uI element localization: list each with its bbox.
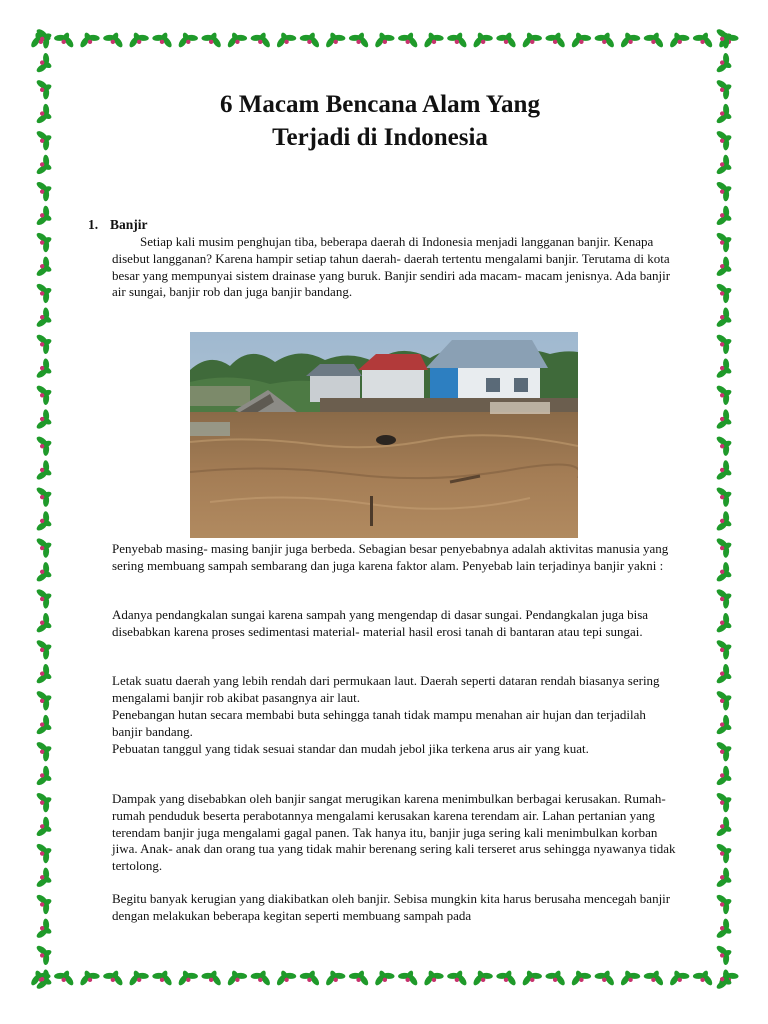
holly-sprig-icon: [34, 458, 56, 485]
page-title: [140, 88, 620, 154]
holly-sprig-icon: [101, 966, 128, 988]
holly-sprig-icon: [34, 407, 56, 434]
holly-sprig-icon: [34, 305, 56, 332]
holly-sprig-icon: [665, 966, 692, 988]
holly-sprig-icon: [567, 966, 594, 988]
holly-sprig-icon: [641, 966, 668, 988]
holly-sprig-icon: [34, 584, 56, 611]
holly-sprig-icon: [714, 75, 736, 102]
holly-sprig-icon: [199, 966, 226, 988]
holly-sprig-icon: [517, 966, 544, 988]
holly-sprig-icon: [34, 686, 56, 713]
holly-sprig-icon: [34, 101, 56, 128]
holly-sprig-icon: [34, 763, 56, 790]
holly-sprig-icon: [714, 305, 736, 332]
holly-sprig-icon: [199, 28, 226, 50]
holly-sprig-icon: [34, 712, 56, 739]
holly-sprig-icon: [543, 28, 570, 50]
holly-sprig-icon: [714, 941, 736, 968]
holly-sprig-icon: [173, 28, 200, 50]
holly-sprig-icon: [714, 890, 736, 917]
holly-sprig-icon: [272, 966, 299, 988]
holly-sprig-icon: [34, 152, 56, 179]
holly-sprig-icon: [34, 228, 56, 255]
holly-sprig-icon: [34, 967, 56, 994]
holly-sprig-icon: [34, 635, 56, 662]
holly-sprig-icon: [616, 28, 643, 50]
holly-sprig-icon: [419, 966, 446, 988]
holly-sprig-icon: [714, 152, 736, 179]
holly-sprig-icon: [714, 533, 736, 560]
holly-sprig-icon: [714, 203, 736, 230]
holly-sprig-icon: [714, 560, 736, 587]
holly-sprig-icon: [34, 75, 56, 102]
holly-sprig-icon: [297, 966, 324, 988]
holly-sprig-icon: [714, 814, 736, 841]
paragraph-prevention: Begitu banyak kerugian yang diakibatkan oleh banjir. Sebisa mungkin kita harus berusaha mencegah banjir dengan melakukan beberapa kegitan seperti membuang sampah pada: [112, 891, 671, 923]
holly-sprig-icon: [714, 584, 736, 611]
holly-sprig-icon: [34, 865, 56, 892]
holly-sprig-icon: [34, 254, 56, 281]
holly-sprig-icon: [34, 941, 56, 968]
holly-sprig-icon: [34, 788, 56, 815]
holly-sprig-icon: [714, 635, 736, 662]
holly-sprig-icon: [248, 28, 275, 50]
holly-sprig-icon: [714, 611, 736, 638]
holly-sprig-icon: [468, 28, 495, 50]
paragraph-cause-2: Letak suatu daerah yang lebih rendah dari permukaan laut. Daerah seperti dataran rendah biasanya sering mengalami banjir rob akibat pasangnya air laut.: [112, 673, 660, 705]
holly-sprig-icon: [714, 662, 736, 689]
holly-sprig-icon: [714, 431, 736, 458]
holly-sprig-icon: [543, 966, 570, 988]
holly-sprig-icon: [396, 28, 423, 50]
holly-sprig-icon: [272, 28, 299, 50]
holly-sprig-icon: [714, 101, 736, 128]
holly-sprig-icon: [714, 916, 736, 943]
holly-sprig-icon: [494, 966, 521, 988]
holly-sprig-icon: [124, 28, 151, 50]
title-line-2: Terjadi di Indonesia: [272, 124, 488, 151]
holly-sprig-icon: [34, 611, 56, 638]
holly-sprig-icon: [616, 966, 643, 988]
holly-sprig-icon: [34, 662, 56, 689]
paragraph-cause-4: Pebuatan tanggul yang tidak sesuai standar dan mudah jebol jika terkena arus air yang kuat.: [112, 741, 589, 756]
holly-sprig-icon: [468, 966, 495, 988]
holly-sprig-icon: [150, 28, 177, 50]
holly-sprig-icon: [34, 126, 56, 153]
holly-sprig-icon: [714, 482, 736, 509]
holly-sprig-icon: [34, 279, 56, 306]
holly-sprig-icon: [370, 28, 397, 50]
holly-sprig-icon: [34, 737, 56, 764]
holly-sprig-icon: [34, 24, 56, 51]
holly-sprig-icon: [101, 28, 128, 50]
holly-sprig-icon: [714, 50, 736, 77]
holly-sprig-icon: [34, 380, 56, 407]
holly-sprig-icon: [714, 763, 736, 790]
section-title: Banjir: [110, 217, 148, 232]
holly-sprig-icon: [714, 788, 736, 815]
holly-sprig-icon: [714, 380, 736, 407]
holly-border-top: [28, 24, 740, 56]
section-number: 1.: [88, 217, 99, 232]
holly-sprig-icon: [714, 228, 736, 255]
holly-sprig-icon: [223, 28, 250, 50]
holly-sprig-icon: [714, 126, 736, 153]
paragraph-causes-intro: Penyebab masing- masing banjir juga berbeda. Sebagian besar penyebabnya adalah aktivitas manusia yang sering membuang sampah sembarang dan juga karena faktor alam. Penyebab lain terjadinya banjir yakni :: [112, 541, 669, 573]
holly-sprig-icon: [445, 966, 472, 988]
holly-sprig-icon: [321, 966, 348, 988]
holly-sprig-icon: [34, 177, 56, 204]
holly-sprig-icon: [34, 509, 56, 536]
paragraph-intro: Setiap kali musim penghujan tiba, beberapa daerah di Indonesia menjadi langganan banjir. Kenapa disebut langganan? Karena hampir setiap tahun daerah- daerah tertentu mengalami banjir. Terutama di kota besar yang mempunyai sistem drainase yang buruk. Banjir sendiri ada macam- macam jenisnya. Ada banjir air sungai, banjir rob dan juga banjir bandang.: [112, 234, 671, 300]
holly-sprig-icon: [517, 28, 544, 50]
holly-sprig-icon: [445, 28, 472, 50]
holly-sprig-icon: [714, 865, 736, 892]
holly-sprig-icon: [34, 50, 56, 77]
holly-sprig-icon: [419, 28, 446, 50]
holly-sprig-icon: [641, 28, 668, 50]
holly-sprig-icon: [665, 28, 692, 50]
holly-sprig-icon: [34, 356, 56, 383]
holly-sprig-icon: [714, 24, 736, 51]
holly-sprig-icon: [173, 966, 200, 988]
holly-sprig-icon: [150, 966, 177, 988]
holly-sprig-icon: [34, 814, 56, 841]
holly-sprig-icon: [124, 966, 151, 988]
holly-sprig-icon: [714, 356, 736, 383]
holly-sprig-icon: [714, 177, 736, 204]
holly-sprig-icon: [346, 28, 373, 50]
holly-sprig-icon: [714, 458, 736, 485]
holly-sprig-icon: [714, 254, 736, 281]
paragraph-cause-3: Penebangan hutan secara membabi buta sehingga tanah tidak mampu menahan air hujan dan terjadilah banjir bandang.: [112, 707, 646, 739]
flood-photo: [190, 332, 578, 538]
holly-sprig-icon: [34, 839, 56, 866]
holly-sprig-icon: [567, 28, 594, 50]
holly-sprig-icon: [34, 330, 56, 357]
holly-sprig-icon: [75, 28, 102, 50]
paragraph-impact: Dampak yang disebabkan oleh banjir sangat merugikan karena menimbulkan berbagai kerusakan. Rumah- rumah penduduk beserta perabotannya mengalami kerusakan karena terendam air. Lahan pertanian yang terendam banjir juga mengalami gagal panen. Tak hanya itu, banjir juga sering kali menimbulkan korban jiwa. Anak- anak dan orang tua yang tidak mahir berenang sering kali terseret arus sehingga nyawanya tidak tertolong.: [112, 791, 676, 874]
holly-sprig-icon: [494, 28, 521, 50]
holly-sprig-icon: [714, 279, 736, 306]
holly-sprig-icon: [370, 966, 397, 988]
holly-sprig-icon: [396, 966, 423, 988]
title-line-1: 6 Macam Bencana Alam Yang: [220, 91, 540, 118]
holly-sprig-icon: [34, 560, 56, 587]
holly-sprig-icon: [714, 839, 736, 866]
holly-border-left: [28, 24, 60, 994]
holly-sprig-icon: [321, 28, 348, 50]
section-heading: [88, 216, 148, 233]
paragraph-cause-1: Adanya pendangkalan sungai karena sampah yang mengendap di dasar sungai. Pendangkalan juga bisa disebabkan karena proses sedimentasi material- material hasil erosi tanah di bantaran atau tepi sungai.: [112, 607, 649, 639]
holly-sprig-icon: [714, 330, 736, 357]
holly-sprig-icon: [34, 431, 56, 458]
holly-sprig-icon: [34, 482, 56, 509]
holly-border-bottom: [28, 962, 740, 994]
holly-sprig-icon: [34, 916, 56, 943]
holly-sprig-icon: [297, 28, 324, 50]
holly-sprig-icon: [714, 737, 736, 764]
holly-sprig-icon: [714, 509, 736, 536]
holly-sprig-icon: [714, 407, 736, 434]
holly-sprig-icon: [592, 966, 619, 988]
holly-sprig-icon: [34, 533, 56, 560]
holly-sprig-icon: [223, 966, 250, 988]
holly-sprig-icon: [592, 28, 619, 50]
holly-sprig-icon: [34, 890, 56, 917]
holly-border-right: [708, 24, 740, 994]
holly-sprig-icon: [714, 712, 736, 739]
holly-sprig-icon: [346, 966, 373, 988]
holly-sprig-icon: [75, 966, 102, 988]
holly-sprig-icon: [34, 203, 56, 230]
holly-sprig-icon: [248, 966, 275, 988]
holly-sprig-icon: [714, 686, 736, 713]
holly-sprig-icon: [714, 967, 736, 994]
